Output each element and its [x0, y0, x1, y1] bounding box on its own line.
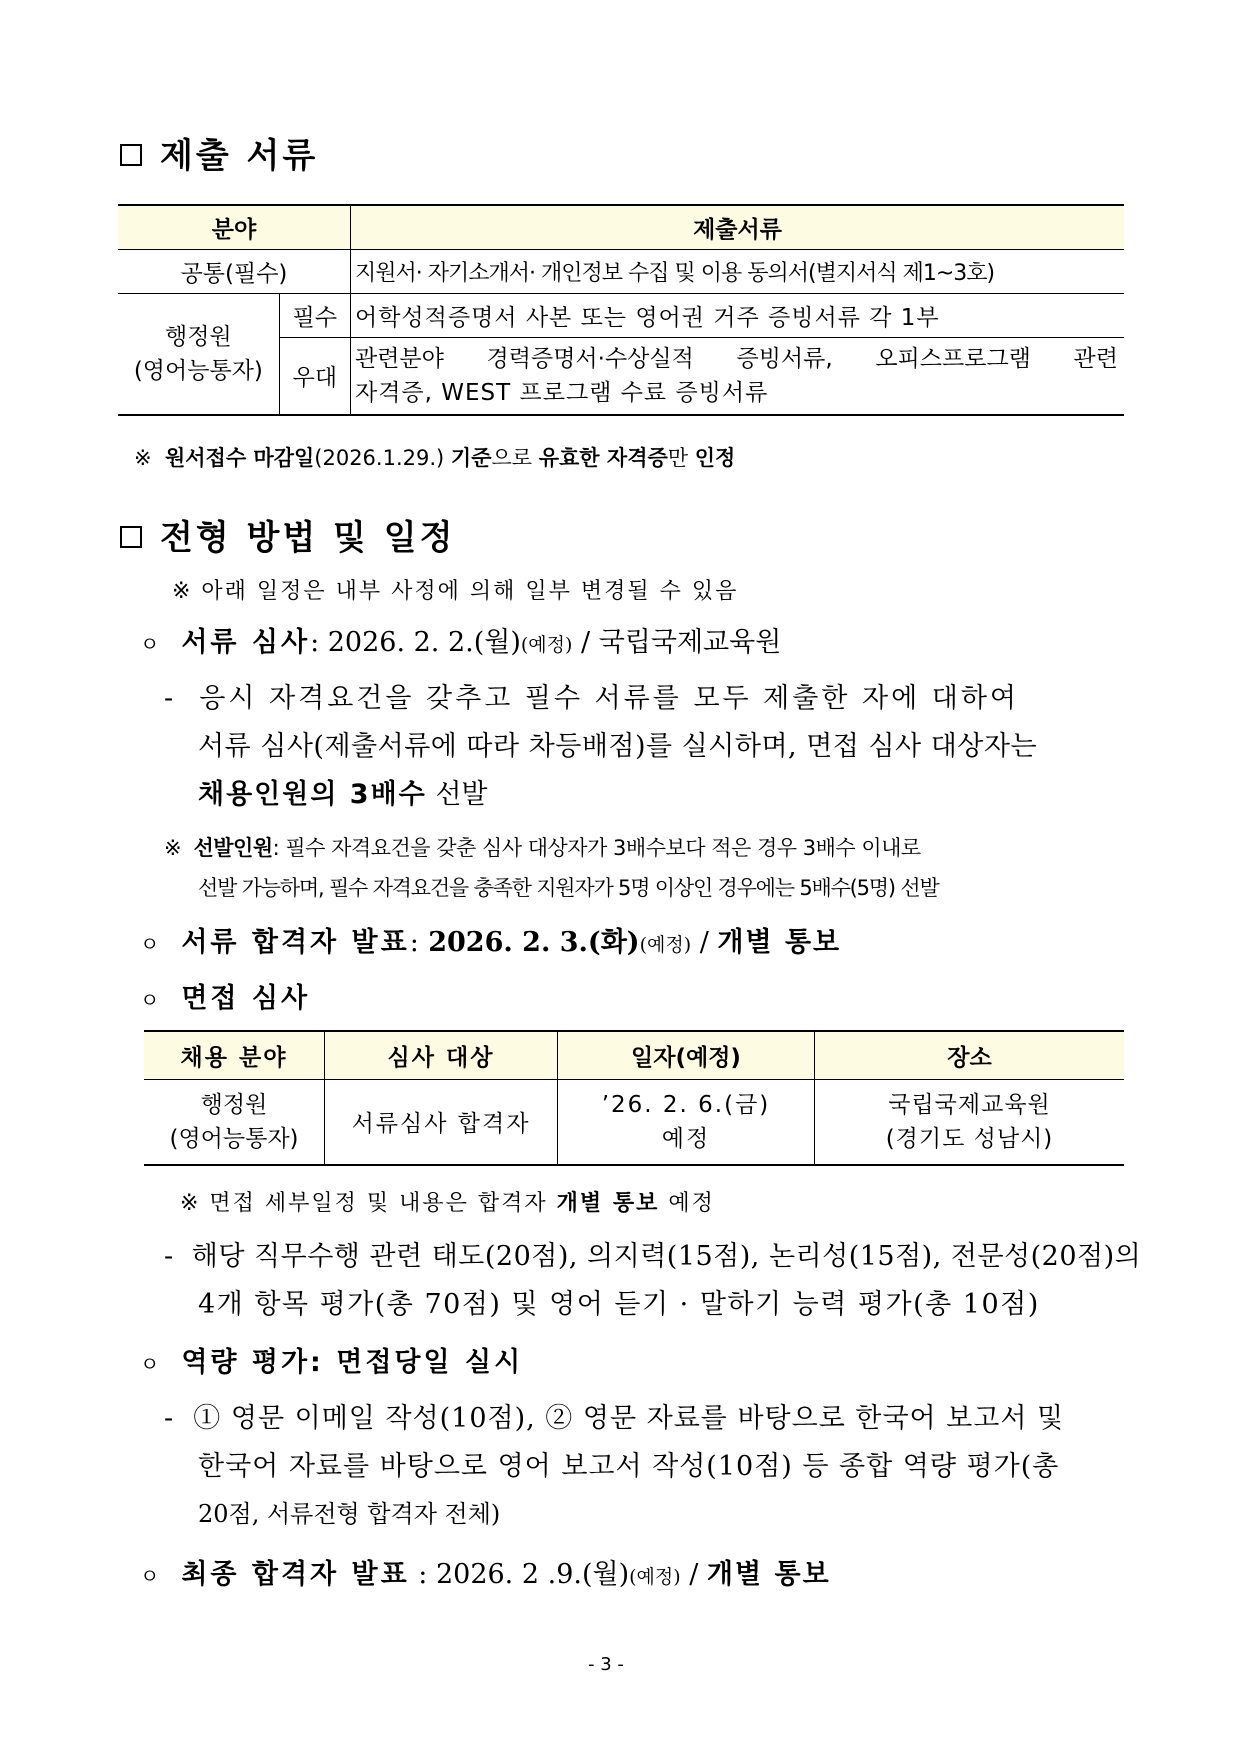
required-docs: 어학성적증명서 사본 또는 영어권 거주 증빙서류 각 1부	[351, 293, 1125, 337]
section-title-selection: 전형 방법 및 일정	[120, 510, 455, 559]
cell-recruit-field: 행정원 (영어능통자)	[144, 1079, 325, 1165]
bullet-icon: ㅇ	[140, 632, 160, 656]
preferred-label: 우대	[279, 337, 350, 415]
required-label: 필수	[279, 293, 350, 337]
doc-review-line: ㅇ 서류 심사: 2026. 2. 2.(월)(예정) / 국립국제교육원	[140, 627, 782, 658]
interview-desc-2: 4개 항목 평가(총 70점) 및 영어 듣기 · 말하기 능력 평가(총 10점)	[198, 1289, 1040, 1320]
header-field: 분야	[118, 205, 351, 249]
common-label: 공통(필수)	[118, 249, 351, 293]
page-number: - 3 -	[588, 1654, 624, 1675]
competency-line: ㅇ 역량 평가: 면접당일 실시	[140, 1347, 524, 1378]
doc-review-desc-1: - 응시 자격요건을 갖추고 필수 서류를 모두 제출한 자에 대하여	[164, 683, 1020, 714]
cell-place: 국립국제교육원 (경기도 성남시)	[815, 1079, 1125, 1165]
interview-line: ㅇ 면접 심사	[140, 983, 311, 1014]
bullet-icon: ㅇ	[140, 988, 160, 1012]
header-target: 심사 대상	[325, 1031, 558, 1079]
header-place: 장소	[815, 1031, 1125, 1079]
doc-review-desc-3: 채용인원의 3배수 선발	[198, 779, 488, 810]
selection-note-1: ※ 선발인원: 필수 자격요건을 갖춘 심사 대상자가 3배수보다 적은 경우 3배수 이내로	[164, 836, 921, 860]
header-docs: 제출서류	[351, 205, 1125, 249]
section-title-documents: 제출 서류	[120, 128, 318, 177]
preferred-docs: 관련분야 경력증명서·수상실적 증빙서류, 오피스프로그램 관련 자격증, WEST 프로그램 수료 증빙서류	[351, 337, 1125, 415]
bullet-icon: ㅇ	[140, 1352, 160, 1376]
competency-desc-1: - ① 영문 이메일 작성(10점), ② 영문 자료를 바탕으로 한국어 보고서 및	[164, 1403, 1065, 1434]
documents-note: ※ 원서접수 마감일(2026.1.29.) 기준으로 유효한 자격증만 인정	[134, 446, 736, 470]
competency-desc-2: 한국어 자료를 바탕으로 영어 보고서 작성(10점) 등 종합 역량 평가(총	[198, 1451, 1060, 1482]
doc-result-line: ㅇ 서류 합격자 발표: 2026. 2. 3.(화)(예정) / 개별 통보	[140, 927, 842, 958]
interview-desc-1: - 해당 직무수행 관련 태도(20점), 의지력(15점), 논리성(15점), 전문성(20점)의	[164, 1241, 1142, 1272]
final-result-line: ㅇ 최종 합격자 발표 : 2026. 2 .9.(월)(예정) / 개별 통보	[140, 1559, 831, 1590]
documents-table	[118, 204, 1124, 416]
interview-table	[144, 1030, 1124, 1166]
header-recruit-field: 채용 분야	[144, 1031, 325, 1079]
doc-review-desc-2: 서류 심사(제출서류에 따라 차등배점)를 실시하며, 면접 심사 대상자는	[198, 731, 1038, 762]
selection-note-2: 선발 가능하며, 필수 자격요건을 충족한 지원자가 5명 이상인 경우에는 5배수(5명) 선발	[198, 876, 939, 900]
common-docs: 지원서· 자기소개서· 개인정보 수집 및 이용 동의서(별지서식 제1~3호)	[351, 249, 1125, 293]
bullet-icon: ㅇ	[140, 932, 160, 956]
schedule-change-notice: ※ 아래 일정은 내부 사정에 의해 일부 변경될 수 있음	[172, 579, 739, 604]
admin-label: 행정원 (영어능통자)	[118, 293, 279, 415]
cell-date: ’26. 2. 6.(금) 예정	[558, 1079, 815, 1165]
cell-target: 서류심사 합격자	[325, 1079, 558, 1165]
checkbox-square-icon	[120, 526, 142, 548]
header-date: 일자(예정)	[558, 1031, 815, 1079]
interview-note: ※ 면접 세부일정 및 내용은 합격자 개별 통보 예정	[180, 1191, 715, 1216]
competency-desc-3: 20점, 서류전형 합격자 전체)	[198, 1500, 501, 1528]
bullet-icon: ㅇ	[140, 1564, 160, 1588]
checkbox-square-icon	[120, 144, 142, 166]
